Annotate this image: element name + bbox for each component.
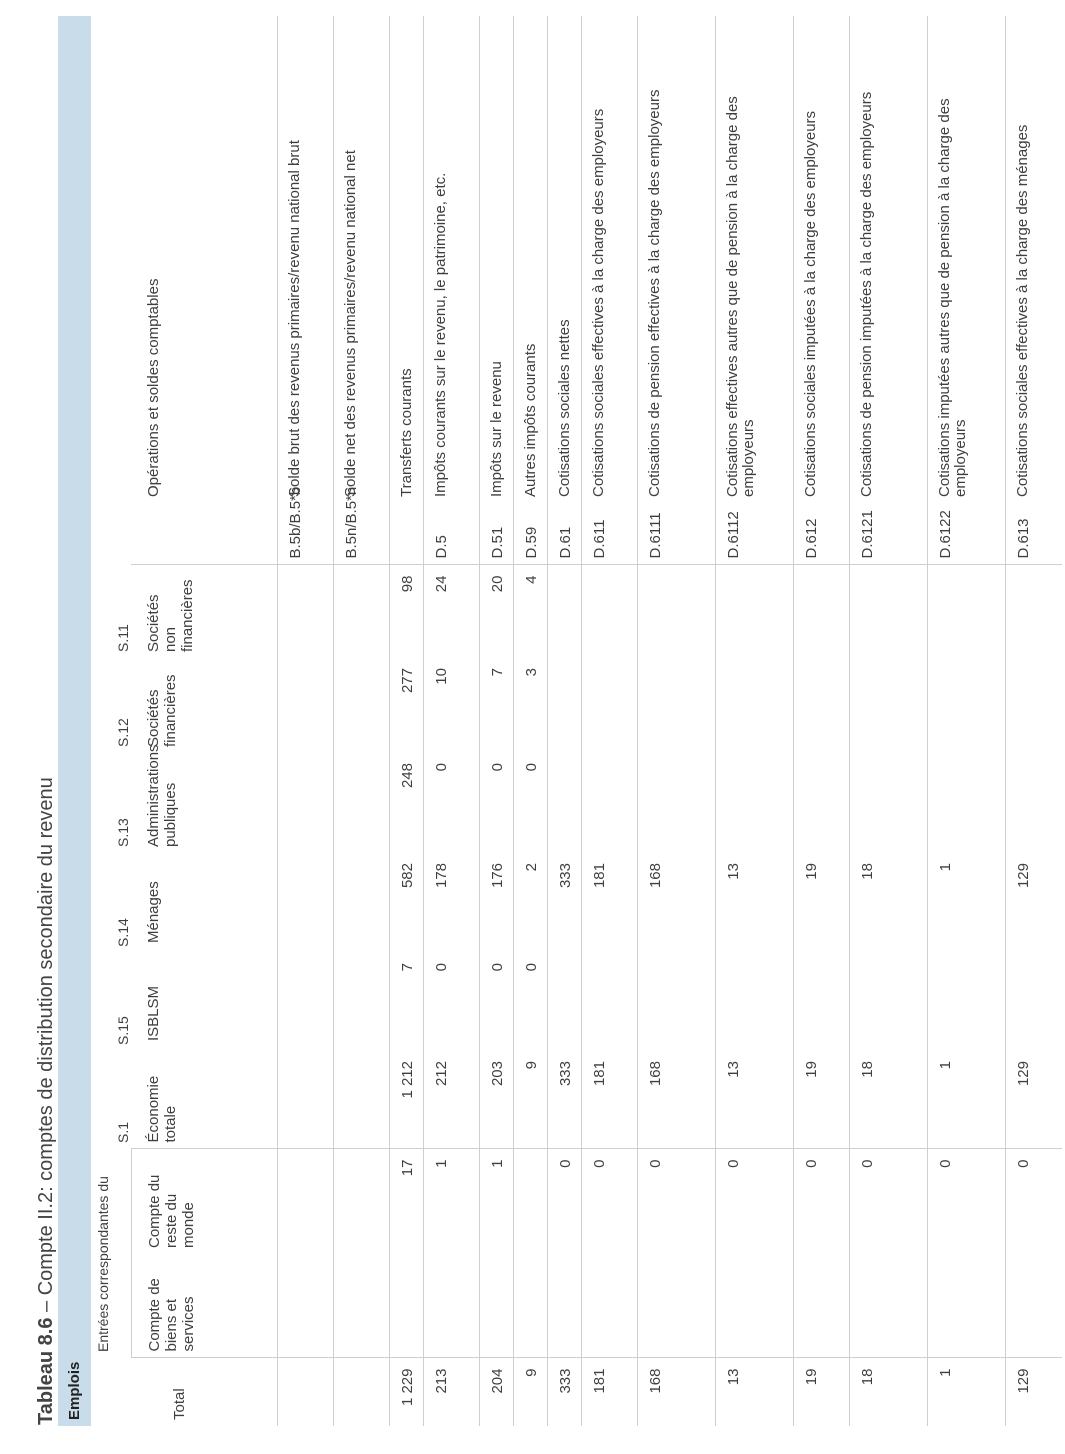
cell-s12: 277 xyxy=(390,658,424,753)
cell-label: Cotisations imputées autres que de pension à la charge des employeurs xyxy=(928,16,1006,503)
cell-total: 129 xyxy=(1006,1358,1062,1426)
cell-s13 xyxy=(1006,753,1062,853)
cell-rw: 0 xyxy=(850,1149,928,1254)
cell-s15 xyxy=(716,953,794,1051)
cell-total: 13 xyxy=(716,1358,794,1426)
cell-total: 1 229 xyxy=(390,1358,424,1426)
cell-total xyxy=(278,1358,334,1426)
cell-total xyxy=(334,1358,390,1426)
cell-code: D.612 xyxy=(794,503,850,565)
cell-total: 181 xyxy=(582,1358,638,1426)
cell-gs xyxy=(548,1254,582,1358)
cell-s1: 181 xyxy=(582,1051,638,1149)
cell-code: D.6122 xyxy=(928,503,1006,565)
col-s14: Ménages xyxy=(145,881,162,943)
cell-rw: 0 xyxy=(548,1149,582,1254)
cell-s14: 178 xyxy=(424,853,480,953)
cell-code xyxy=(390,503,424,565)
table-row xyxy=(582,16,638,1426)
cell-s14 xyxy=(278,853,334,953)
cell-s1: 168 xyxy=(638,1051,716,1149)
cell-gs xyxy=(850,1254,928,1358)
cell-code: D.61 xyxy=(548,503,582,565)
cell-s11 xyxy=(334,565,390,658)
cell-s13 xyxy=(638,753,716,853)
cell-rw: 0 xyxy=(716,1149,794,1254)
cell-s13 xyxy=(548,753,582,853)
cell-s11 xyxy=(850,565,928,658)
cell-rw: 0 xyxy=(638,1149,716,1254)
cell-gs xyxy=(928,1254,1006,1358)
cell-label: Cotisations sociales effectives à la charge des employeurs xyxy=(582,16,638,503)
cell-s11 xyxy=(278,565,334,658)
cell-s13: 248 xyxy=(390,753,424,853)
cell-code: D.59 xyxy=(514,503,548,565)
cell-s14 xyxy=(334,853,390,953)
cell-s13: 0 xyxy=(480,753,514,853)
cell-total: 19 xyxy=(794,1358,850,1426)
cell-s13 xyxy=(582,753,638,853)
cell-s14: 129 xyxy=(1006,853,1062,953)
cell-s14: 13 xyxy=(716,853,794,953)
cell-label: Impôts sur le revenu xyxy=(480,16,514,503)
table-row xyxy=(480,16,514,1426)
cell-s1: 203 xyxy=(480,1051,514,1149)
cell-s11: 20 xyxy=(480,565,514,658)
cell-gs xyxy=(1006,1254,1062,1358)
cell-code: B.5b/B.5*b xyxy=(278,503,334,565)
cell-s14: 1 xyxy=(928,853,1006,953)
table-row xyxy=(716,16,794,1426)
cell-s15 xyxy=(278,953,334,1051)
cell-s1: 13 xyxy=(716,1051,794,1149)
cell-s13 xyxy=(928,753,1006,853)
cell-gs xyxy=(794,1254,850,1358)
cell-rw: 1 xyxy=(424,1149,480,1254)
table-row xyxy=(638,16,716,1426)
band-row xyxy=(58,16,91,1426)
cell-s12 xyxy=(582,658,638,753)
cell-s12 xyxy=(850,658,928,753)
cell-s15 xyxy=(334,953,390,1051)
cell-s11: 24 xyxy=(424,565,480,658)
col-s13: Administrations publiques xyxy=(145,744,179,847)
sector-code-s13: S.13 xyxy=(115,818,131,847)
cell-s11 xyxy=(548,565,582,658)
cell-total: 213 xyxy=(424,1358,480,1426)
cell-s13 xyxy=(850,753,928,853)
cell-code: D.6111 xyxy=(638,503,716,565)
table-row xyxy=(334,16,390,1426)
cell-rw xyxy=(334,1149,390,1254)
cell-s12 xyxy=(638,658,716,753)
cell-total: 18 xyxy=(850,1358,928,1426)
cell-s1: 129 xyxy=(1006,1051,1062,1149)
cell-s11: 98 xyxy=(390,565,424,658)
cell-gs xyxy=(582,1254,638,1358)
cell-rw xyxy=(278,1149,334,1254)
table-row xyxy=(794,16,850,1426)
table-body xyxy=(278,16,1062,1426)
cell-rw xyxy=(514,1149,548,1254)
table-row xyxy=(1006,16,1062,1426)
cell-s11: 4 xyxy=(514,565,548,658)
cell-total: 204 xyxy=(480,1358,514,1426)
table-row xyxy=(548,16,582,1426)
col-s12: Sociétés financières xyxy=(145,674,179,747)
cell-rw: 0 xyxy=(1006,1149,1062,1254)
cell-s15: 0 xyxy=(514,953,548,1051)
cell-s15 xyxy=(582,953,638,1051)
cell-label: Cotisations de pension effectives à la charge des employeurs xyxy=(638,16,716,503)
table-row xyxy=(390,16,424,1426)
cell-code: D.6112 xyxy=(716,503,794,565)
cell-gs xyxy=(514,1254,548,1358)
cell-gs xyxy=(390,1254,424,1358)
cell-s12: 7 xyxy=(480,658,514,753)
cell-s14: 181 xyxy=(582,853,638,953)
cell-rw: 1 xyxy=(480,1149,514,1254)
cell-code: D.611 xyxy=(582,503,638,565)
col-s1: Économie totale xyxy=(131,1051,278,1149)
cell-s12 xyxy=(278,658,334,753)
distribution-table xyxy=(58,16,1062,1426)
table-row xyxy=(424,16,480,1426)
cell-s13 xyxy=(716,753,794,853)
cell-gs xyxy=(334,1254,390,1358)
cell-s15 xyxy=(548,953,582,1051)
cell-s11 xyxy=(638,565,716,658)
cell-total: 168 xyxy=(638,1358,716,1426)
cell-s12 xyxy=(548,658,582,753)
sector-code-s12: S.12 xyxy=(115,718,131,747)
cell-total: 1 xyxy=(928,1358,1006,1426)
cell-label: Cotisations sociales nettes xyxy=(548,16,582,503)
cell-code: D.51 xyxy=(480,503,514,565)
cell-s15 xyxy=(850,953,928,1051)
cell-gs xyxy=(638,1254,716,1358)
cell-rw: 0 xyxy=(582,1149,638,1254)
cell-gs xyxy=(424,1254,480,1358)
table-caption: – Compte II.2: comptes de distribution secondaire du revenu xyxy=(35,777,57,1318)
cell-label: Impôts courants sur le revenu, le patrimoine, etc. xyxy=(424,16,480,503)
cell-gs xyxy=(480,1254,514,1358)
cell-s15 xyxy=(794,953,850,1051)
sector-code-s1: S.1 xyxy=(115,1121,131,1143)
cell-s15 xyxy=(928,953,1006,1051)
cell-label: Cotisations sociales imputées à la charge des employeurs xyxy=(794,16,850,503)
cell-total: 333 xyxy=(548,1358,582,1426)
cell-s13: 0 xyxy=(424,753,480,853)
cell-s14: 333 xyxy=(548,853,582,953)
cell-label: Solde brut des revenus primaires/revenu national brut xyxy=(278,16,334,503)
cell-s13 xyxy=(794,753,850,853)
cell-rw: 17 xyxy=(390,1149,424,1254)
cell-label: Cotisations de pension imputées à la charge des employeurs xyxy=(850,16,928,503)
header-entries-row xyxy=(91,16,115,1426)
cell-s14: 582 xyxy=(390,853,424,953)
cell-s15: 0 xyxy=(424,953,480,1051)
sector-code-s11: S.11 xyxy=(115,624,131,652)
cell-code: D.613 xyxy=(1006,503,1062,565)
cell-s15 xyxy=(1006,953,1062,1051)
col-goods-services: Compte de biens et services xyxy=(131,1254,278,1358)
col-total: Total xyxy=(171,1388,188,1420)
table-number: Tableau 8.6 xyxy=(35,1317,57,1425)
cell-total: 9 xyxy=(514,1358,548,1426)
cell-s14: 19 xyxy=(794,853,850,953)
cell-s1: 212 xyxy=(424,1051,480,1149)
cell-s11 xyxy=(582,565,638,658)
table-row xyxy=(928,16,1006,1426)
table-row xyxy=(850,16,928,1426)
cell-s12 xyxy=(334,658,390,753)
cell-s13: 0 xyxy=(514,753,548,853)
cell-s14: 168 xyxy=(638,853,716,953)
cell-s11 xyxy=(928,565,1006,658)
entries-label: Entrées correspondantes du xyxy=(95,1176,111,1352)
cell-s1 xyxy=(334,1051,390,1149)
table-row xyxy=(514,16,548,1426)
cell-s15 xyxy=(638,953,716,1051)
cell-s12 xyxy=(928,658,1006,753)
sector-code-s14: S.14 xyxy=(115,918,131,947)
cell-s15: 0 xyxy=(480,953,514,1051)
cell-s1: 333 xyxy=(548,1051,582,1149)
cell-code: D.6121 xyxy=(850,503,928,565)
cell-s1: 18 xyxy=(850,1051,928,1149)
cell-s1: 9 xyxy=(514,1051,548,1149)
cell-label: Solde net des revenus primaires/revenu national net xyxy=(334,16,390,503)
cell-gs xyxy=(278,1254,334,1358)
col-rest-of-world: Compte du reste du monde xyxy=(145,1174,197,1248)
cell-rw: 0 xyxy=(794,1149,850,1254)
cell-rw: 0 xyxy=(928,1149,1006,1254)
cell-s12 xyxy=(716,658,794,753)
col-s11: Sociétés non financières xyxy=(145,579,196,652)
cell-label: Autres impôts courants xyxy=(514,16,548,503)
header-codes-row xyxy=(115,16,131,1426)
col-s15: ISBLSM xyxy=(145,985,162,1041)
cell-label: Transferts courants xyxy=(390,16,424,503)
cell-s12: 3 xyxy=(514,658,548,753)
cell-s1 xyxy=(278,1051,334,1149)
cell-label: Cotisations effectives autres que de pension à la charge des employeurs xyxy=(716,16,794,503)
cell-s12 xyxy=(1006,658,1062,753)
emplois-label: Emplois xyxy=(58,16,91,1426)
cell-gs xyxy=(716,1254,794,1358)
cell-s14: 2 xyxy=(514,853,548,953)
cell-s12: 10 xyxy=(424,658,480,753)
col-operations: Opérations et soldes comptables xyxy=(145,278,162,497)
cell-s11 xyxy=(1006,565,1062,658)
cell-code: D.5 xyxy=(424,503,480,565)
cell-s1: 19 xyxy=(794,1051,850,1149)
cell-s11 xyxy=(716,565,794,658)
cell-s1: 1 212 xyxy=(390,1051,424,1149)
cell-s14: 18 xyxy=(850,853,928,953)
cell-s13 xyxy=(334,753,390,853)
sector-code-s15: S.15 xyxy=(115,1016,131,1045)
cell-s13 xyxy=(278,753,334,853)
cell-s12 xyxy=(794,658,850,753)
table-title xyxy=(35,777,58,1425)
column-header-row xyxy=(131,16,278,1426)
cell-code: B.5n/B.5*n xyxy=(334,503,390,565)
cell-s14: 176 xyxy=(480,853,514,953)
cell-label: Cotisations sociales effectives à la charge des ménages xyxy=(1006,16,1062,503)
cell-s15: 7 xyxy=(390,953,424,1051)
table-row xyxy=(278,16,334,1426)
cell-s1: 1 xyxy=(928,1051,1006,1149)
cell-s11 xyxy=(794,565,850,658)
rotated-table-container xyxy=(58,16,1058,1426)
